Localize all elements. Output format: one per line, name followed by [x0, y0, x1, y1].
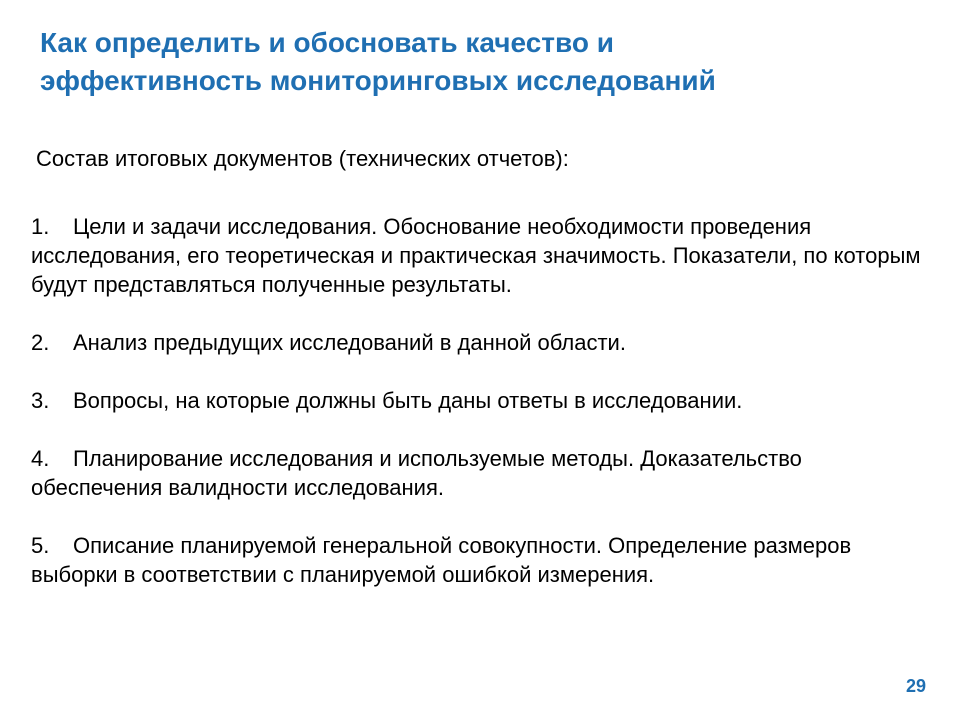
list-item-number: 3.: [31, 388, 50, 413]
slide-subtitle: Состав итоговых документов (технических отчетов):: [36, 146, 569, 171]
list-item: [31, 328, 936, 357]
list-item: [31, 444, 936, 502]
slide-title-line-2: эффективность мониторинговых исследований: [40, 65, 716, 96]
list-item-number: 1.: [31, 214, 50, 239]
list-item-number: 2.: [31, 330, 50, 355]
list-item-text: Описание планируемой генеральной совокупности. Определение размеров выборки в соответствии с планируемой ошибкой измерения.: [31, 533, 852, 587]
list-item-text: Планирование исследования и используемые методы. Доказательство обеспечения валидности исследования.: [31, 446, 802, 500]
document-list: [31, 212, 936, 618]
list-item: [31, 386, 936, 415]
page-number: 29: [905, 676, 926, 696]
list-item-text: Вопросы, на которые должны быть даны ответы в исследовании.: [73, 388, 743, 413]
slide-title-line-1: Как определить и обосновать качество и: [40, 27, 614, 58]
list-item: [31, 531, 936, 589]
list-item-number: 4.: [31, 446, 50, 471]
slide-title: [40, 24, 920, 100]
list-item-text: Цели и задачи исследования. Обоснование необходимости проведения исследования, его теоретическая и практическая значимость. Показатели, по которым будут представляться полученные результаты.: [31, 214, 921, 297]
list-item-number: 5.: [31, 533, 50, 558]
list-item: [31, 212, 936, 299]
list-item-text: Анализ предыдущих исследований в данной области.: [73, 330, 626, 355]
